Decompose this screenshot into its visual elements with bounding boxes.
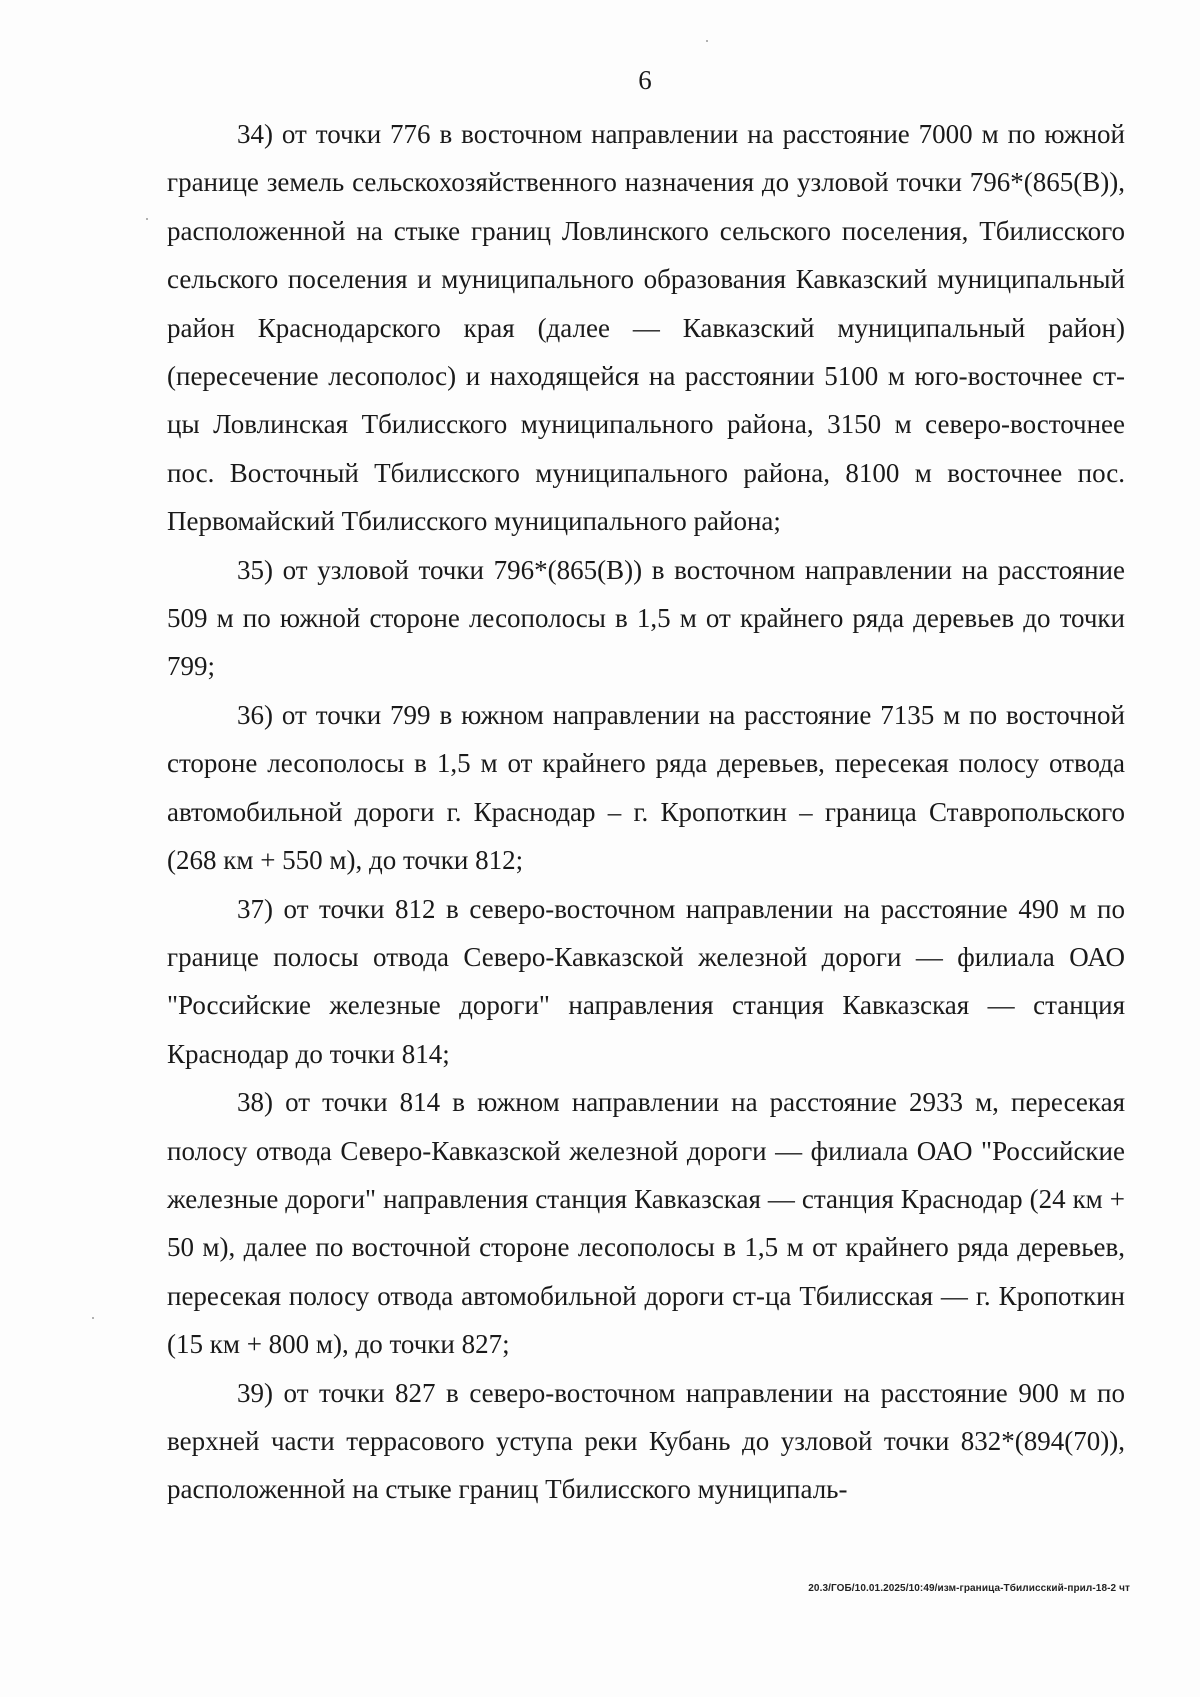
paragraph-38: 38) от точки 814 в южном направлении на расстояние 2933 м, пересекая полосу отвода Северо-Кавказской железной дороги — филиала ОАО "Российские железные дороги" направления станция Кавказская — станция Краснодар (24 км + 50 м), далее по восточной стороне лесополосы в 1,5 м от крайнего ряда деревьев, пересекая полосу отвода автомобильной дороги ст-ца Тбилисская — г. Кропоткин (15 км + 800 м), до точки 827; — [167, 1087, 1125, 1360]
paragraph-36: 36) от точки 799 в южном направлении на расстояние 7135 м по восточной стороне лесополосы в 1,5 м от крайнего ряда деревьев, пересекая полосу отвода автомобильной дороги г. Краснодар – г. Кропоткин – граница Ставропольского (268 км + 550 м), до точки 812; — [167, 699, 1125, 876]
paragraph-39: 39) от точки 827 в северо-восточном направлении на расстояние 900 м по верхней части террасового уступа реки Кубань до узловой точки 832*(894(70)), расположенной на стыке границ Тбилисского муниципаль- — [167, 1377, 1125, 1505]
scan-speck — [146, 218, 148, 220]
paragraph-35: 35) от узловой точки 796*(865(В)) в восточном направлении на расстояние 509 м по южной стороне лесополосы в 1,5 м от крайнего ряда деревьев до точки 799; — [167, 554, 1125, 682]
paragraph-37: 37) от точки 812 в северо-восточном направлении на расстояние 490 м по границе полосы отвода Северо-Кавказской железной дороги — филиала ОАО "Российские железные дороги" направления станция Кавказская — станция Краснодар до точки 814; — [167, 893, 1125, 1069]
document-footer-stamp: 20.3/ГОБ/10.01.2025/10:49/изм-граница-Тбилисский-прил-18-2 чт — [808, 1583, 1130, 1594]
scan-speck — [706, 40, 708, 42]
scan-speck — [92, 1317, 94, 1319]
page-number: 6 — [638, 65, 652, 95]
paragraph-34: 34) от точки 776 в восточном направлении на расстояние 7000 м по южной границе земель сельскохозяйственного назначения до узловой точки 796*(865(В)), расположенной на стыке границ Ловлинского сельского поселения, Тбилисского сельского поселения и муниципального образования Кавказский муниципальный район Краснодарского края (далее — Кавказский муниципальный район) (пересечение лесополос) и находящейся на расстоянии 5100 м юго-восточнее ст-цы Ловлинская Тбилисского муниципального района, 3150 м северо-восточнее пос. Восточный Тбилисского муниципального района, 8100 м восточнее пос. Первомайский Тбилисского муниципального района; — [167, 119, 1125, 537]
document-body — [167, 110, 1125, 1514]
